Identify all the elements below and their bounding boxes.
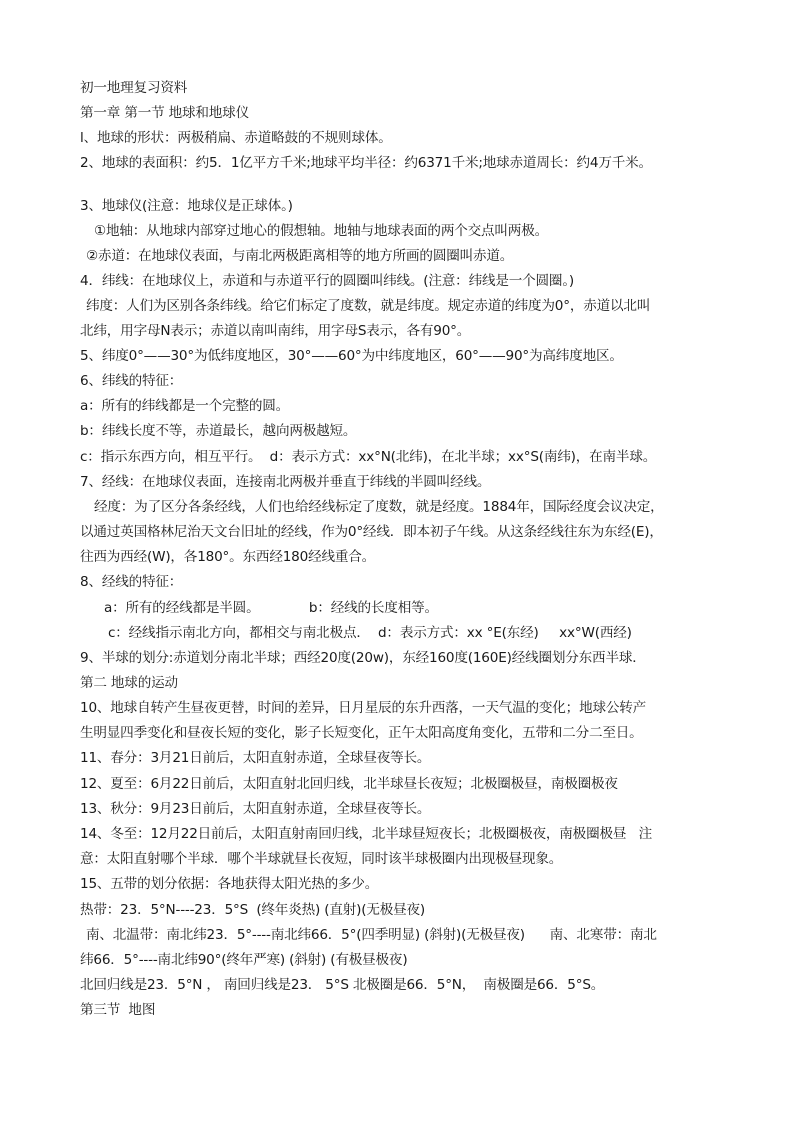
text-line: 北回归线是23．5°N ， 南回归线是23． 5°S 北极圈是66．5°N， 南极圈是66．5°S。: [80, 977, 605, 993]
text-line: 生明显四季变化和昼夜长短的变化，影子长短变化，正午太阳高度角变化，五带和二分二至日。: [80, 725, 643, 741]
text-line: ①地轴：从地球内部穿过地心的假想轴。地轴与地球表面的两个交点叫两极。: [94, 223, 548, 239]
text-line: c：经线指示南北方向，都相交与南北极点． d：表示方式：xx °E(东经) xx°W(西经): [108, 625, 632, 641]
text-line: 15、五带的划分依据：各地获得太阳光热的多少。: [80, 876, 379, 892]
text-line: 纬66．5°----南北纬90°(终年严寒) (斜射) (有极昼极夜): [80, 952, 408, 968]
text-line: ②赤道：在地球仪表面，与南北两极距离相等的地方所画的圆圈叫赤道。: [86, 248, 514, 264]
text-line: 以通过英国格林尼治天文台旧址的经线，作为0°经线．即本初子午线。从这条经线往东为东经(E)，: [80, 524, 663, 540]
text-line: 8、经线的特征：: [80, 574, 183, 590]
text-line: 11、春分：3月21日前后，太阳直射赤道，全球昼夜等长。: [80, 750, 431, 766]
text-line: 14、冬至：12月22日前后，太阳直射南回归线，北半球昼短夜长；北极圈极夜，南极圈极昼 注: [80, 826, 653, 842]
document-title: 初一地理复习资料: [80, 80, 188, 96]
text-line: 7、经线：在地球仪表面，连接南北两极并垂直于纬线的半圆叫经线。: [80, 474, 491, 490]
text-line: c：指示东西方向，相互平行。 d：表示方式：xx°N(北纬)，在北半球；xx°S(南纬)，在南半球。: [80, 449, 657, 465]
text-line: 5、纬度0°——30°为低纬度地区，30°——60°为中纬度地区，60°——90°为高纬度地区。: [80, 348, 623, 364]
text-line: l、地球的形状：两极稍扁、赤道略鼓的不规则球体。: [80, 130, 392, 146]
section-heading: 第三节 地图: [80, 1002, 156, 1018]
text-line: 10、地球自转产生昼夜更替，时间的差异，日月星辰的东升西落，一天气温的变化；地球公转产: [80, 700, 647, 716]
text-line: 2、地球的表面积：约5．1亿平方千米;地球平均半径：约6371千米;地球赤道周长：约4万千米。: [80, 155, 652, 171]
text-line: 南、北温带：南北纬23．5°----南北纬66．5°(四季明显) (斜射)(无极昼夜) 南、北寒带：南北: [86, 927, 657, 943]
text-line: 3、地球仪(注意：地球仪是正球体。): [80, 198, 293, 214]
text-line: 13、秋分：9月23日前后，太阳直射赤道，全球昼夜等长。: [80, 801, 431, 817]
text-line: 往西为西经(W)，各180°。东西经180经线重合。: [80, 549, 376, 565]
text-line: 热带：23．5°N----23．5°S (终年炎热) (直射)(无极昼夜): [80, 902, 425, 918]
text-line: 4．纬线：在地球仪上，赤道和与赤道平行的圆圈叫纬线。(注意：纬线是一个圆圈。): [80, 273, 575, 289]
text-line: 6、纬线的特征：: [80, 373, 183, 389]
text-line: 经度：为了区分各条经线，人们也给经线标定了度数，就是经度。1884年，国际经度会议决定，: [94, 499, 664, 515]
text-line: 北纬，用字母N表示；赤道以南叫南纬，用字母S表示，各有90°。: [80, 323, 471, 339]
text-line: 纬度：人们为区别各条纬线。给它们标定了度数，就是纬度。规定赤道的纬度为0°，赤道以北叫: [86, 298, 651, 314]
text-line: a：所有的纬线都是一个完整的圆。: [80, 398, 290, 414]
text-line: a：所有的经线都是半圆。 b：经线的长度相等。: [104, 600, 438, 616]
text-line: 9、半球的划分:赤道划分南北半球；西经20度(20w)，东经160度(160E)经线圈划分东西半球．: [80, 650, 646, 666]
chapter-heading: 第一章 第一节 地球和地球仪: [80, 105, 249, 121]
text-line: 12、夏至：6月22日前后，太阳直射北回归线，北半球昼长夜短；北极圈极昼，南极圈极夜: [80, 776, 618, 792]
text-line: 意：太阳直射哪个半球．哪个半球就昼长夜短，同时该半球极圈内出现极昼现象。: [80, 851, 563, 867]
text-line: b：纬线长度不等，赤道最长，越向两极越短。: [80, 423, 357, 439]
section-heading: 第二 地球的运动: [80, 675, 178, 691]
